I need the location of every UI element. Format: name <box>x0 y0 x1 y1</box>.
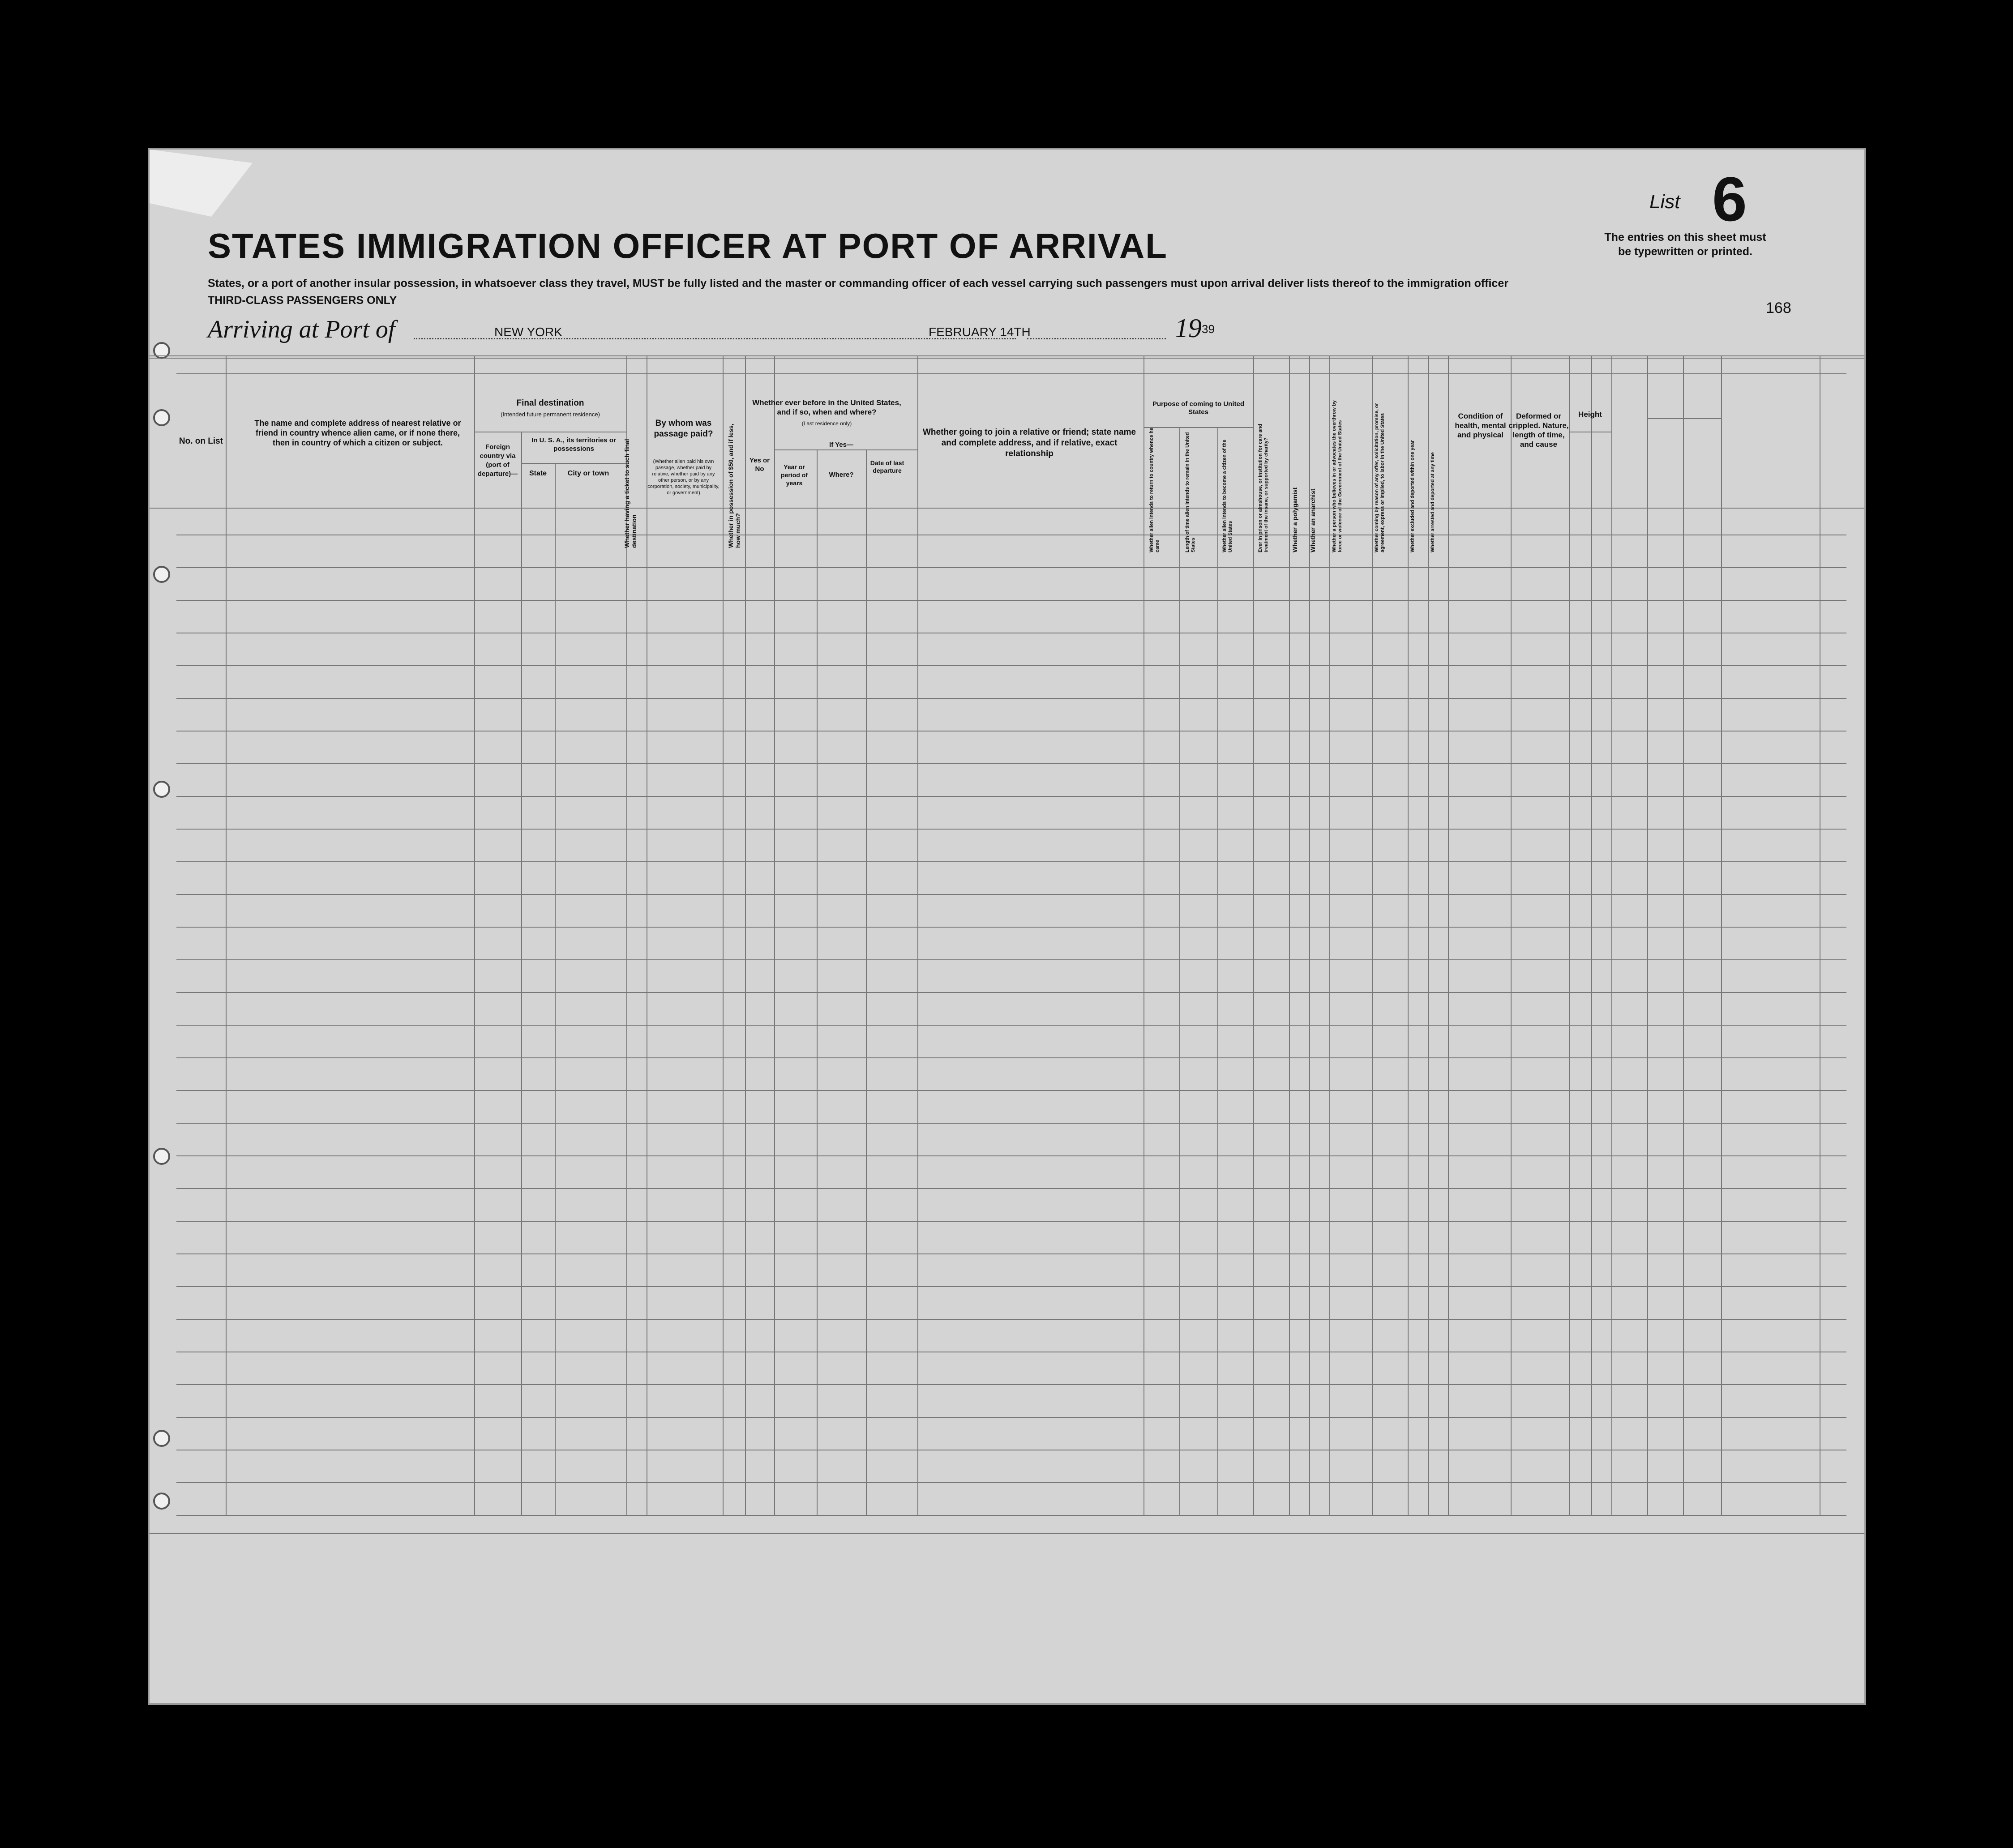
rule-line <box>176 959 1846 960</box>
rule-line <box>176 861 1846 862</box>
hdr-money: Whether in possession of $50, and if less, how much? <box>727 424 741 548</box>
hdr-anarchist: Whether an anarchist <box>1309 488 1316 552</box>
rule-line <box>176 1155 1846 1156</box>
hdr-if-yes: If Yes— <box>829 441 853 449</box>
hdr-no-on-list: No. on List <box>179 436 223 446</box>
binder-hole <box>153 781 170 798</box>
column-line <box>1329 355 1330 1515</box>
column-line <box>474 355 475 1515</box>
rule-line <box>521 463 626 464</box>
hdr-q29: Whether coming by reason of any offer, solicitation, promise, or agreement, express or implied, to labor in the United States <box>1374 403 1385 552</box>
column-line <box>866 449 867 1515</box>
rule-line <box>176 829 1846 830</box>
hdr-q28: Whether a person who believes in or advocates the overthrow by force or violence of the Government of the United States <box>1332 400 1343 552</box>
hdr-prison: Ever in prison or almshouse, or institution for care and treatment of the insane, or supported by charity? <box>1258 424 1269 552</box>
rule-line <box>150 355 1864 356</box>
column-line <box>774 355 775 1515</box>
header-subtitle: States, or a port of another insular possession, in whatsoever class they travel, MUST be fully listed and the master or commanding officer of each vessel carrying such passengers must upon arrival deliver lists thereof to the immigration officer <box>208 277 1508 290</box>
hdr-polygamist: Whether a polygamist <box>1291 487 1298 552</box>
rule-line <box>176 698 1846 699</box>
hdr-date-departure: Date of last departure <box>870 459 904 474</box>
date-line <box>1027 338 1166 339</box>
year-prefix: 19 <box>1175 313 1202 343</box>
hdr-purpose-b: Length of time alien intends to remain in the United States <box>1185 432 1196 552</box>
rule-line <box>176 1188 1846 1189</box>
column-line <box>1721 355 1722 1515</box>
hdr-in-usa: In U. S. A., its territories or possessions <box>531 436 616 453</box>
hdr-condition: Condition of health, mental and physical <box>1455 412 1506 439</box>
rule-line <box>176 567 1846 568</box>
column-line <box>226 355 227 1515</box>
list-number: 6 <box>1712 164 1747 234</box>
rule-line <box>150 358 1864 359</box>
hdr-purpose-c: Whether alien intends to become a citizen of the United States <box>1222 440 1233 552</box>
port-value: NEW YORK <box>494 325 562 339</box>
rule-line <box>176 1221 1846 1222</box>
hdr-final-destination-note: (Intended future permanent residence) <box>501 411 600 418</box>
rule-line <box>150 1533 1864 1534</box>
manifest-sheet <box>148 148 1866 1705</box>
rule-line <box>176 373 1846 374</box>
column-line <box>1647 355 1648 1515</box>
rule-line <box>1647 418 1721 419</box>
folded-corner <box>150 150 253 217</box>
sheet-number: 168 <box>1766 299 1791 317</box>
column-line <box>1428 355 1429 1515</box>
column-line <box>1372 355 1373 1515</box>
rule-line <box>176 992 1846 993</box>
rule-line <box>176 796 1846 797</box>
rule-line <box>176 1482 1846 1483</box>
column-line <box>917 355 918 1515</box>
column-line <box>1448 355 1449 1515</box>
hdr-before-us-note: (Last residence only) <box>801 420 852 427</box>
hdr-paid-by: By whom was passage paid? <box>654 419 713 439</box>
rule-line <box>176 731 1846 732</box>
date-value: FEBRUARY 14TH <box>929 325 1031 339</box>
rule-line <box>176 1123 1846 1124</box>
hdr-paid-by-note: (Whether alien paid his own passage, whether paid by relative, whether paid by any other person, or by any corporation, society, municipality, or government) <box>647 459 720 496</box>
column-line <box>745 355 746 1515</box>
hdr-ticket: Whether having a ticket to such final destination <box>623 439 638 548</box>
binder-hole <box>153 1148 170 1165</box>
hdr-purpose: Purpose of coming to United States <box>1152 400 1244 416</box>
column-line <box>817 449 818 1515</box>
rule-line <box>176 1319 1846 1320</box>
rule-line <box>176 763 1846 764</box>
binder-hole <box>153 1493 170 1510</box>
hdr-deformed: Deformed or crippled. Nature, length of time, and cause <box>1508 412 1569 449</box>
year-suffix: 39 <box>1202 322 1215 336</box>
column-line <box>555 463 556 1515</box>
hdr-yes-no: Yes or No <box>749 457 770 473</box>
hdr-city: City or town <box>567 470 609 477</box>
rule-line <box>176 927 1846 928</box>
binder-hole <box>153 566 170 583</box>
hdr-where: Where? <box>829 471 854 479</box>
rule-line <box>150 508 1864 509</box>
list-label: List <box>1649 191 1680 213</box>
hdr-period: Year or period of years <box>781 463 808 487</box>
column-line <box>1611 355 1612 1515</box>
rule-line <box>176 1253 1846 1254</box>
binder-hole <box>153 1430 170 1447</box>
column-line <box>1591 355 1592 1515</box>
entries-note: The entries on this sheet must be typewritten or printed. <box>1604 231 1766 258</box>
binder-hole <box>153 409 170 426</box>
hdr-final-destination: Final destination <box>516 398 584 408</box>
rule-line <box>176 1025 1846 1026</box>
rule-line <box>176 1090 1846 1091</box>
hdr-q30: Whether excluded and deported within one year <box>1410 440 1415 552</box>
rule-line <box>176 1057 1846 1058</box>
hdr-q31: Whether arrested and deported at any time <box>1430 452 1435 552</box>
column-line <box>723 355 724 1515</box>
binder-hole <box>153 342 170 359</box>
hdr-height: Height <box>1578 410 1602 419</box>
passenger-class: THIRD-CLASS PASSENGERS ONLY <box>208 294 397 307</box>
column-line <box>1179 427 1180 1515</box>
page-title: STATES IMMIGRATION OFFICER AT PORT OF ARRIVAL <box>208 226 1168 265</box>
rule-line <box>176 1417 1846 1418</box>
hdr-foreign-country: Foreign country via (port of departure)— <box>477 443 518 478</box>
hdr-state: State <box>529 470 547 477</box>
hdr-relative: The name and complete address of nearest relative or friend in country whence alien came, or if none there, then in country of which a citizen or subject. <box>254 419 461 447</box>
column-line <box>1511 355 1512 1515</box>
hdr-joining: Whether going to join a relative or friend; state name and complete address, and if relative, exact relationship <box>922 428 1136 458</box>
rule-line <box>176 1515 1846 1516</box>
rule-line <box>176 894 1846 895</box>
rule-line <box>176 665 1846 666</box>
arriving-label: Arriving at Port of <box>208 316 395 343</box>
hdr-before-us: Whether ever before in the United States, and if so, when and where? <box>752 398 901 416</box>
column-line <box>1569 355 1570 1515</box>
column-line <box>1253 355 1254 1515</box>
column-line <box>521 432 522 1515</box>
rule-line <box>176 600 1846 601</box>
column-line <box>1408 355 1409 1515</box>
rule-line <box>176 1286 1846 1287</box>
column-line <box>1683 355 1684 1515</box>
column-line <box>1217 427 1218 1515</box>
rule-line <box>176 1384 1846 1385</box>
column-line <box>1289 355 1290 1515</box>
hdr-purpose-a: Whether alien intends to return to country whence he came <box>1149 428 1160 552</box>
